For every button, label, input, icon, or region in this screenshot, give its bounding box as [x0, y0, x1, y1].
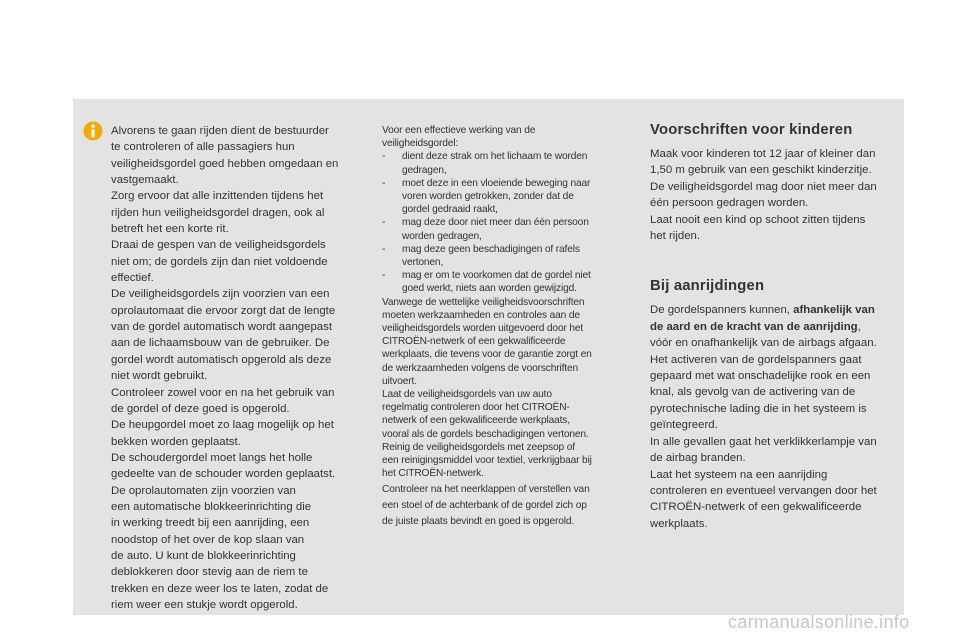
body-line: De heupgordel moet zo laag mogelijk op het	[111, 419, 334, 432]
bullet-item	[382, 177, 634, 217]
body-line: regelmatig controleren door het CITROËN-	[382, 402, 570, 414]
body-line: niet wordt gebruikt.	[111, 370, 208, 383]
body-line: werkplaats.	[650, 517, 708, 530]
body-line: de werkzaamheden volgens de voorschriften	[382, 362, 579, 374]
body-line: Alvorens te gaan rijden dient de bestuurder	[111, 125, 329, 137]
aanrijdingen-text	[650, 302, 900, 532]
body-line: CITROËN-netwerk of een gekwalificeerde	[650, 501, 862, 514]
body-line: Reinig de veiligheidsgordels met zeepsop of	[382, 441, 575, 453]
body-line: gordel wordt automatisch opgerold als deze	[111, 353, 332, 366]
body-line: aan de lichaamsbouw van de gebruiker. De	[111, 337, 330, 350]
body-line: werkplaats, die tevens voor de garantie zorgt en	[382, 349, 592, 361]
body-line: De schoudergordel moet langs het holle	[111, 451, 313, 464]
column-middle	[382, 124, 634, 530]
body-line: vóór en onafhankelijk van de airbags afgaan.	[650, 337, 877, 350]
bullet-line: vertonen,	[402, 257, 444, 269]
body-line: 1,50 m gebruik van een geschikt kinderzitje.	[650, 164, 872, 177]
watermark: carmanualsonline.info	[728, 612, 910, 632]
body-line: Draai de gespen van de veiligheidsgordels	[111, 239, 326, 252]
body-line: Laat het systeem na een aanrijding	[650, 468, 828, 481]
body-line: De oprolautomaten zijn voorzien van	[111, 484, 296, 497]
bullet-line: moet deze in een vloeiende beweging naar	[402, 177, 591, 189]
aanrijdingen-line-second: de aard en de kracht van de aanrijding,	[650, 320, 861, 333]
body-line: de juiste plaats bevindt en goed is opgerold.	[382, 516, 575, 528]
body-line: Laat de veiligheidsgordels van uw auto	[382, 389, 552, 401]
bullet-item	[382, 243, 634, 269]
body-line: betreft het een korte rit.	[111, 223, 229, 236]
bullet-line: worden gedragen,	[402, 230, 482, 242]
body-line: vastgemaakt.	[111, 174, 179, 187]
bullet-dash: -	[382, 270, 386, 282]
bullet-text	[402, 269, 634, 295]
bullet-line: mag deze door niet meer dan één persoon	[402, 217, 589, 229]
bullet-text	[402, 177, 634, 217]
body-line: trekken en deze weer los te laten, zodat de	[111, 582, 329, 595]
body-line: het CITROËN-netwerk.	[382, 468, 484, 480]
body-line: in werking treedt bij een aanrijding, een	[111, 517, 310, 530]
body-line: Maak voor kinderen tot 12 jaar of kleiner dan	[650, 148, 876, 160]
body-line: niet om; de gordels zijn dan niet voldoende	[111, 255, 328, 268]
body-line: De veiligheidsgordels zijn voorzien van een	[111, 288, 330, 301]
body-line: gedeelte van de schouder worden geplaatst.	[111, 468, 336, 481]
body-line: Voor een effectieve werking van de	[382, 125, 536, 136]
middle-body-final	[382, 482, 634, 530]
body-line: een stoel of de achterbank of de gordel zich op	[382, 500, 587, 512]
body-line: te controleren of alle passagiers hun	[111, 141, 295, 154]
body-line: een automatische blokkeerinrichting die	[111, 500, 312, 513]
body-line: van de gordel automatisch wordt aangepast	[111, 321, 332, 334]
body-line: de airbag branden.	[650, 452, 746, 465]
heading-kinderen: Voorschriften voor kinderen	[650, 122, 853, 138]
body-line: gepaard met wat onschadelijke rook en een	[650, 370, 871, 383]
bullet-text	[402, 150, 634, 176]
body-line: veiligheidsgordel:	[382, 138, 459, 150]
body-line: moeten werkzaamheden en controles aan de	[382, 309, 580, 321]
middle-body	[382, 296, 634, 481]
body-line: noodstop of het over de kop slaan van	[111, 533, 305, 546]
body-line: de gordel of deze goed is opgerold.	[111, 402, 290, 415]
body-line: veiligheidsgordels worden uitgevoerd door het	[382, 323, 584, 335]
body-line: knal, als gevolg van de activering van de	[650, 386, 856, 399]
body-line: één persoon gedragen worden.	[650, 197, 809, 210]
bullet-line: mag deze geen beschadigingen of rafels	[402, 243, 580, 255]
body-line: een reinigingsmiddel voor textiel, verkrijgbaar bij	[382, 455, 592, 467]
bullet-text	[402, 243, 634, 269]
bullet-line: dient deze strak om het lichaam te worden	[402, 151, 588, 163]
bullet-dash: -	[382, 217, 386, 229]
body-line: bekken worden geplaatst.	[111, 435, 241, 448]
bullet-line: mag er om te voorkomen dat de gordel niet	[402, 270, 591, 282]
kinderen-text	[650, 146, 900, 244]
body-line: uitvoert.	[382, 375, 417, 387]
middle-intro	[382, 124, 634, 150]
middle-bullet-list	[382, 150, 634, 295]
bullet-line: gedragen,	[402, 164, 447, 176]
body-line: de auto. U kunt de blokkeerinrichting	[111, 549, 296, 562]
body-line: In alle gevallen gaat het verklikkerlampje van	[650, 435, 877, 448]
body-line: CITROËN-netwerk of een gekwalificeerde	[382, 336, 566, 348]
body-line: effectief.	[111, 272, 154, 285]
bullet-text	[402, 216, 634, 242]
bullet-item	[382, 269, 634, 295]
body-line: pyrotechnische lading die in het systeem is	[650, 402, 867, 415]
bullet-dash: -	[382, 151, 386, 163]
column-left	[111, 123, 359, 613]
body-line: De veiligheidsgordel mag door niet meer dan	[650, 180, 877, 193]
body-line: Controleer na het neerklappen of verstellen van	[382, 484, 590, 496]
body-line: het rijden.	[650, 230, 701, 243]
bullet-dash: -	[382, 177, 386, 189]
aanrijdingen-line-first: De gordelspanners kunnen, afhankelijk van	[650, 304, 875, 317]
info-icon	[83, 121, 103, 141]
body-line: geïntegreerd.	[650, 419, 718, 432]
body-line: rijden hun veiligheidsgordel dragen, ook al	[111, 206, 325, 219]
body-line: veiligheidsgordel goed hebben omgedaan en	[111, 157, 339, 170]
bullet-line: voren worden getrokken, zonder dat de	[402, 191, 574, 203]
body-line: vooral als de gordels beschadigingen vertonen.	[382, 428, 589, 440]
body-line: oprolautomaat die ervoor zorgt dat de lengte	[111, 304, 336, 317]
body-line: netwerk of een gekwalificeerde werkplaats,	[382, 415, 570, 427]
body-line: Vanwege de wettelijke veiligheidsvoorschriften	[382, 296, 585, 308]
bullet-item	[382, 216, 634, 242]
bullet-line: gordel gedraaid raakt,	[402, 204, 498, 216]
body-line: Controleer zowel voor en na het gebruik van	[111, 386, 335, 399]
bullet-dash: -	[382, 243, 386, 255]
body-line: Het activeren van de gordelspanners gaat	[650, 353, 862, 366]
bullet-line: goed werkt, niets aan worden gewijzigd.	[402, 283, 577, 295]
body-line: controleren en eventueel vervangen door het	[650, 484, 877, 497]
body-line: riem weer een stukje wordt opgerold.	[111, 598, 298, 611]
body-line: Zorg ervoor dat alle inzittenden tijdens het	[111, 190, 324, 203]
body-line: Laat nooit een kind op schoot zitten tijdens	[650, 213, 866, 226]
body-line: deblokkeren door stevig aan de riem te	[111, 566, 308, 579]
column-right	[650, 120, 900, 532]
heading-aanrijdingen: Bij aanrijdingen	[650, 278, 765, 295]
bullet-item	[382, 150, 634, 176]
